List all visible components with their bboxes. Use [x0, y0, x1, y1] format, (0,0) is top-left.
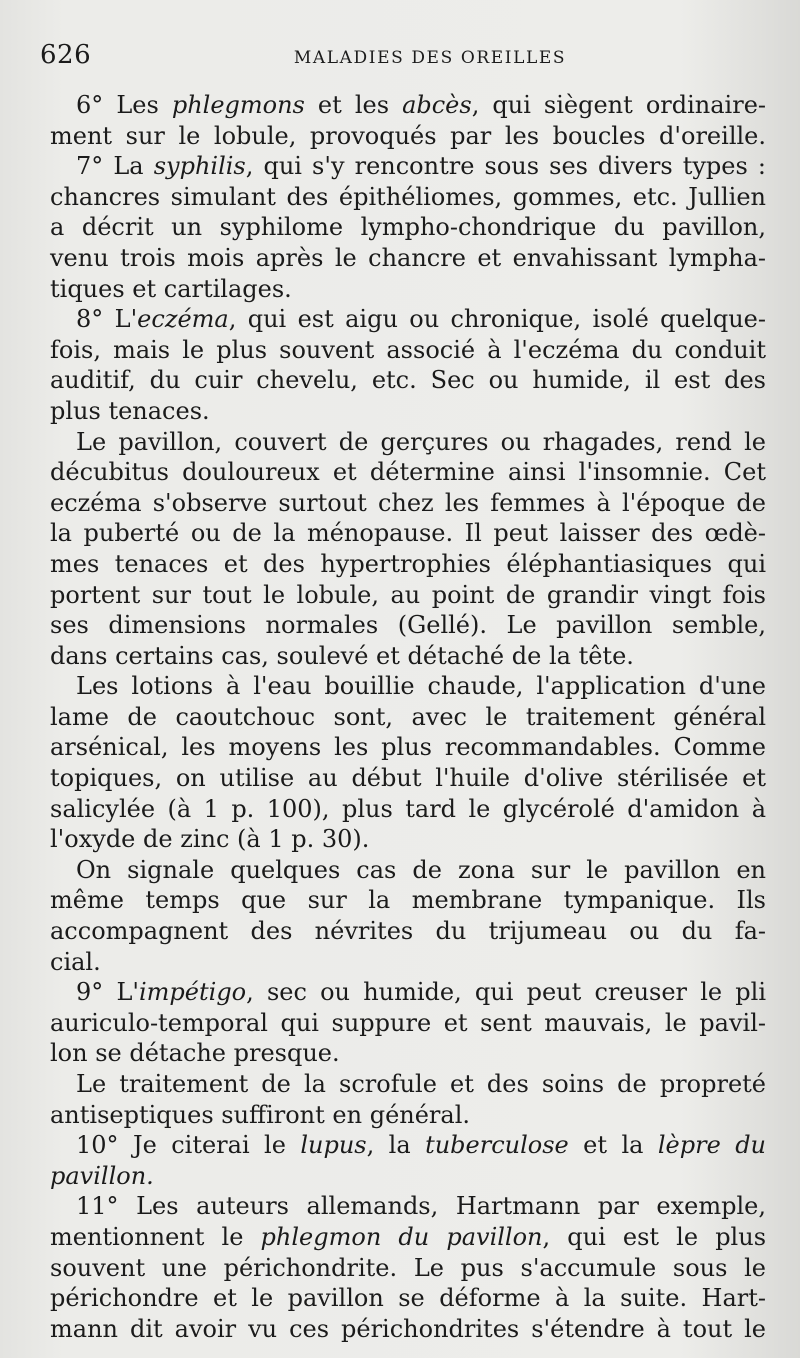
italic-text-run: tuberculose [425, 1131, 569, 1160]
text-run: et la [568, 1131, 658, 1160]
text-run: même temps que sur la membrane tympanique. Ils [50, 886, 766, 915]
text-line [50, 885, 766, 916]
text-run: arsénical, les moyens les plus recommandables. Comme [50, 733, 766, 762]
text-line [50, 671, 766, 702]
italic-text-run: phlegmon du pavillon [260, 1222, 543, 1251]
text-run: portent sur tout le lobule, au point de grandir vingt fois [50, 580, 766, 609]
text-run: mann dit avoir vu ces périchondrites s'étendre à tout le [50, 1314, 766, 1343]
text-run: lon se détache presque. [50, 1039, 340, 1068]
text-run: accompagnent des névrites du trijumeau ou du fa- [50, 917, 766, 946]
text-line [50, 1069, 766, 1100]
text-line [50, 824, 766, 855]
text-line [50, 610, 766, 641]
text-run: Les lotions à l'eau bouillie chaude, l'application d'une [76, 672, 766, 701]
text-run: , qui siègent ordinaire- [471, 91, 767, 119]
text-line [50, 457, 766, 488]
text-line [50, 427, 766, 458]
italic-text-run: syphilis [153, 152, 246, 181]
text-line [50, 1100, 766, 1131]
text-line [50, 1222, 766, 1253]
text-run: , sec ou humide, qui peut creuser le pli [246, 978, 766, 1007]
text-line [50, 274, 766, 305]
italic-text-run: eczéma [137, 305, 229, 334]
text-run: Le pavillon, couvert de gerçures ou rhagades, rend le [76, 427, 766, 456]
text-run: l'oxyde de zinc (à 1 p. 30). [50, 825, 370, 854]
text-run: périchondre et le pavillon se déforme à la suite. Hart- [50, 1284, 766, 1313]
text-run: eczéma s'observe surtout chez les femmes à l'époque de [50, 488, 766, 517]
text-line [50, 212, 766, 243]
text-line [50, 90, 766, 121]
text-run: , qui est le plus [542, 1222, 767, 1251]
text-line [50, 1191, 766, 1222]
text-run: 9° L' [76, 978, 139, 1007]
text-line [50, 365, 766, 396]
text-run: lame de caoutchouc sont, avec le traitement général [50, 702, 766, 731]
text-run: On signale quelques cas de zona sur le pavillon en [76, 855, 766, 884]
text-run: , qui est aigu ou chronique, isolé quelque- [228, 305, 766, 334]
text-line [50, 243, 766, 274]
italic-text-run: impétigo [139, 978, 247, 1007]
text-line [50, 763, 766, 794]
text-run: mes tenaces et des hypertrophies éléphantiasiques qui [50, 549, 766, 578]
text-line [50, 335, 766, 366]
text-line [50, 304, 766, 335]
text-run: 10° Je citerai le [76, 1131, 301, 1160]
text-run: topiques, on utilise au début l'huile d'olive stérilisée et [50, 764, 766, 793]
text-run: 7° La [76, 152, 154, 181]
text-line [50, 1283, 766, 1314]
text-line [50, 121, 766, 152]
text-run: salicylée (à 1 p. 100), plus tard le glycérolé d'amidon à [50, 794, 766, 823]
text-run: et les [304, 91, 403, 119]
text-run: ment sur le lobule, provoqués par les boucles d'oreille. [50, 121, 766, 150]
text-line [50, 1314, 766, 1345]
text-line [50, 396, 766, 427]
italic-text-run: lèpre du [657, 1131, 767, 1160]
text-line [50, 1008, 766, 1039]
text-run: fois, mais le plus souvent associé à l'eczéma du conduit [50, 335, 766, 364]
text-line [50, 855, 766, 886]
text-line [50, 794, 766, 825]
text-line [50, 916, 766, 947]
text-run: , qui s'y rencontre sous ses divers types : [245, 152, 766, 181]
italic-text-run: abcès [402, 91, 472, 119]
text-line [50, 182, 766, 213]
text-line [50, 1130, 766, 1161]
body-text [50, 90, 766, 1344]
text-line [50, 947, 766, 978]
text-line [50, 1253, 766, 1284]
text-line [50, 702, 766, 733]
text-line [50, 732, 766, 763]
text-line [50, 641, 766, 672]
text-run: , la [366, 1131, 426, 1160]
text-run: décubitus douloureux et détermine ainsi l'insomnie. Cet [50, 458, 766, 487]
text-run: mentionnent le [50, 1222, 261, 1251]
text-run: antiseptiques suffiront en général. [50, 1100, 471, 1129]
text-run: auriculo-temporal qui suppure et sent mauvais, le pavil- [50, 1008, 766, 1037]
italic-text-run: phlegmons [171, 91, 305, 119]
text-line [50, 549, 766, 580]
text-run: auditif, du cuir chevelu, etc. Sec ou humide, il est des [50, 366, 766, 395]
text-run: venu trois mois après le chancre et envahissant lympha- [50, 243, 766, 272]
text-run: souvent une périchondrite. Le pus s'accumule sous le [50, 1253, 766, 1282]
text-run: cial. [50, 947, 101, 976]
text-run: dans certains cas, soulevé et détaché de la tête. [50, 641, 634, 670]
italic-text-run: pavillon. [50, 1161, 154, 1190]
text-run: chancres simulant des épithéliomes, gommes, etc. Jullien [50, 182, 766, 211]
page-header [40, 40, 760, 76]
text-run: Le traitement de la scrofule et des soins de propreté [76, 1070, 766, 1098]
text-run: plus tenaces. [50, 396, 210, 425]
text-line [50, 488, 766, 519]
text-line [50, 518, 766, 549]
text-run: a décrit un syphilome lympho-chondrique du pavillon, [50, 213, 766, 242]
text-line [50, 977, 766, 1008]
text-run: ses dimensions normales (Gellé). Le pavillon semble, [50, 611, 766, 640]
text-line [50, 151, 766, 182]
text-run: 8° L' [76, 305, 138, 334]
text-line [50, 580, 766, 611]
text-run: 11° Les auteurs allemands, Hartmann par exemple, [76, 1192, 766, 1221]
page-number: 626 [40, 40, 92, 70]
text-line [50, 1038, 766, 1069]
text-run: la puberté ou de la ménopause. Il peut laisser des œdè- [50, 519, 766, 548]
running-title: MALADIES DES OREILLES [293, 48, 567, 68]
text-run: 6° Les [76, 91, 172, 119]
text-line [50, 1161, 766, 1192]
text-run: tiques et cartilages. [50, 274, 292, 303]
italic-text-run: lupus [300, 1131, 367, 1160]
